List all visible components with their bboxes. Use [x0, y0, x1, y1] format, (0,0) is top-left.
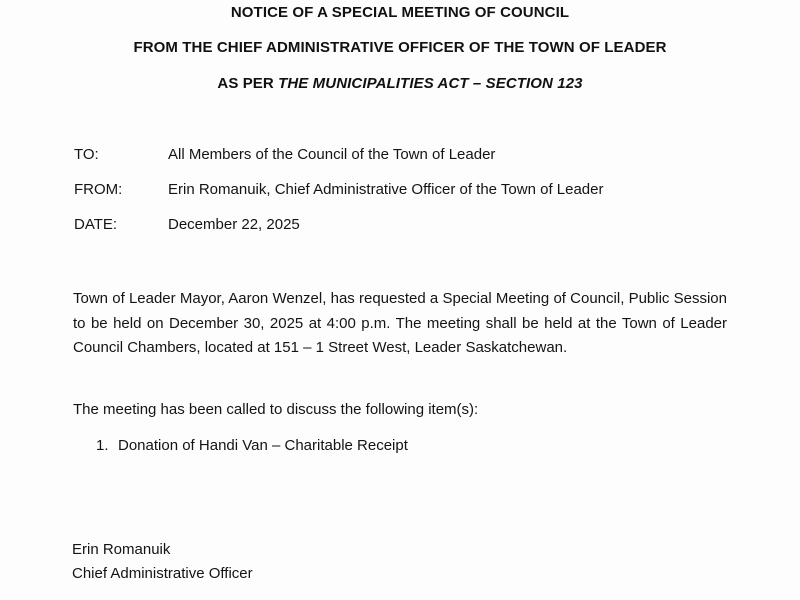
agenda-item	[96, 437, 408, 454]
authority-prefix: AS PER	[217, 75, 279, 92]
agenda-item-text: Donation of Handi Van – Charitable Receipt	[118, 437, 408, 454]
to-value: All Members of the Council of the Town of Leader	[168, 146, 496, 163]
date-value: December 22, 2025	[168, 216, 300, 233]
signature-title: Chief Administrative Officer	[72, 565, 253, 582]
signature-name: Erin Romanuik	[72, 541, 171, 558]
from-label: FROM:	[74, 181, 123, 198]
date-label: DATE:	[74, 216, 118, 233]
agenda-intro: The meeting has been called to discuss the following item(s):	[73, 401, 479, 418]
notice-authority	[0, 75, 800, 92]
meeting-paragraph: Town of Leader Mayor, Aaron Wenzel, has requested a Special Meeting of Council, Public Session to be held on December 30, 2025 at 4:00 p.m. The meeting shall be held at the Town of Leader Council Chambers, located at 151 – 1 Street West, Leader Saskatchewan.	[73, 290, 727, 356]
to-label: TO:	[74, 146, 99, 163]
notice-title: NOTICE OF A SPECIAL MEETING OF COUNCIL	[230, 4, 570, 21]
agenda-item-number: 1.	[96, 437, 109, 454]
notice-subtitle: FROM THE CHIEF ADMINISTRATIVE OFFICER OF THE TOWN OF LEADER	[133, 39, 667, 56]
authority-act: THE MUNICIPALITIES ACT – SECTION 123	[278, 75, 583, 92]
from-value: Erin Romanuik, Chief Administrative Officer of the Town of Leader	[168, 181, 604, 198]
